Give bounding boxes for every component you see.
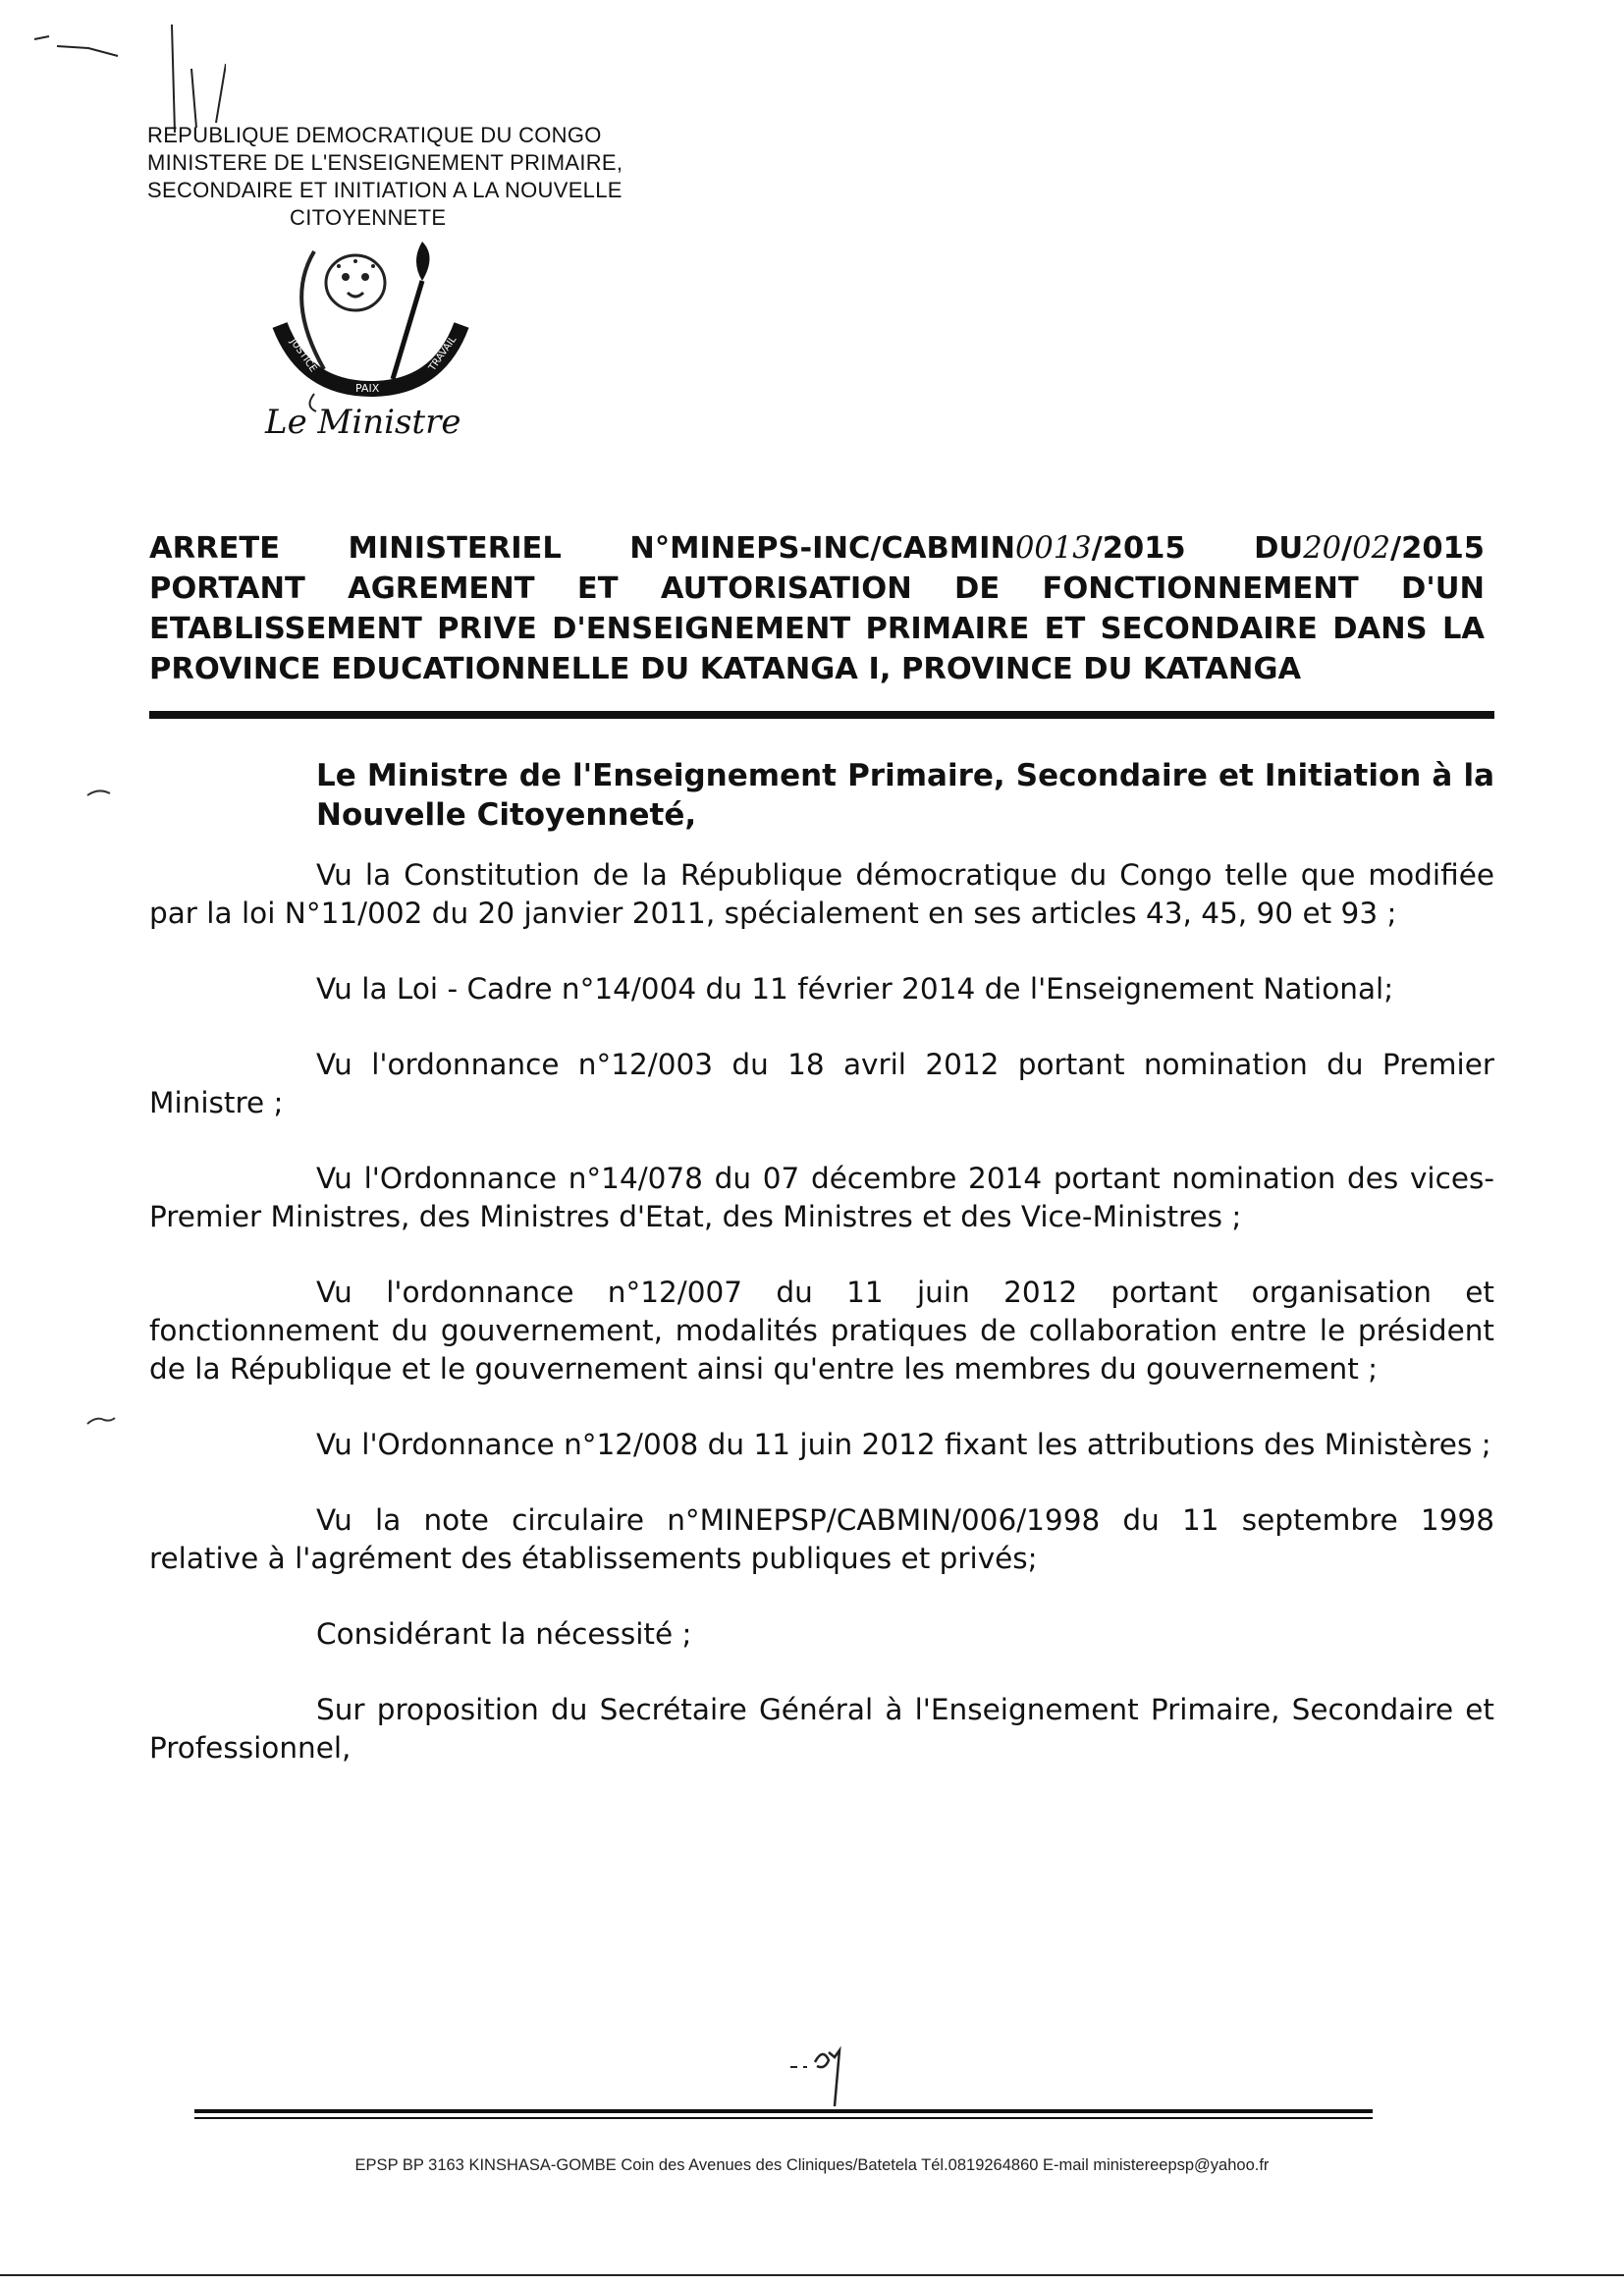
decree-title-line4: PROVINCE EDUCATIONNELLE DU KATANGA I, PROVINCE DU KATANGA [149, 652, 1302, 686]
recital-note-circulaire: Vu la note circulaire n°MINEPSP/CABMIN/006/1998 du 11 septembre 1998 relative à l'agrément des établissements publiques et privés; [149, 1503, 1494, 1575]
recital-loi-cadre: Vu la Loi - Cadre n°14/004 du 11 février 2014 de l'Enseignement National; [316, 972, 1394, 1006]
footer-divider-thick [194, 2109, 1373, 2113]
handwritten-mark-icon [29, 25, 226, 133]
recital-ordonnance-attributions: Vu l'Ordonnance n°12/008 du 11 juin 2012 fixant les attributions des Ministères ; [316, 1428, 1491, 1461]
decree-month-handwritten: 02 [1352, 531, 1390, 566]
recital-ordonnance-ministres: Vu l'Ordonnance n°14/078 du 07 décembre 2014 portant nomination des vices-Premier Ministres, des Ministres d'Etat, des Ministres et des Vice-Ministres ; [149, 1162, 1494, 1233]
footer-address: EPSP BP 3163 KINSHASA-GOMBE Coin des Avenues des Cliniques/Batetela Tél.0819264860 E-mail ministereepsp@yahoo.fr [354, 2156, 1270, 2174]
decree-day-handwritten: 20 [1303, 531, 1342, 566]
letterhead-ministry-end: CITOYENNETE [290, 204, 447, 230]
decree-body [149, 756, 1494, 1805]
letterhead-ministry: MINISTERE DE L'ENSEIGNEMENT PRIMAIRE, [147, 149, 623, 175]
recital-constitution: Vu la Constitution de la République démocratique du Congo telle que modifiée par la loi N°11/002 du 20 janvier 2011, spécialement en ses articles 43, 45, 90 et 93 ; [149, 858, 1494, 930]
letterhead-country: REPUBLIQUE DEMOCRATIQUE DU CONGO [147, 123, 602, 147]
decree-title-line2: PORTANT AGREMENT ET AUTORISATION DE FONCTIONNEMENT D'UN [149, 572, 1485, 606]
recital-proposition: Sur proposition du Secrétaire Général à l'Enseignement Primaire, Secondaire et Professionnel, [149, 1693, 1494, 1765]
recital-considerant: Considérant la nécessité ; [316, 1617, 692, 1651]
decree-number-handwritten: 0013 [1014, 531, 1092, 566]
handwritten-initials-icon [785, 2023, 854, 2111]
decree-title-line1: ARRETE MINISTERIEL N°MINEPS-INC/CABMIN0013/2015 DU20/02/2015 [149, 531, 1486, 566]
footer-divider-thin [194, 2117, 1373, 2119]
office-title: Le Ministre [265, 403, 461, 442]
coat-of-arms-emblem-icon [265, 232, 476, 413]
letterhead [147, 122, 736, 232]
emblem-motto-paix: PAIX [355, 382, 380, 395]
recital-ordonnance-premier-ministre: Vu l'ordonnance n°12/003 du 18 avril 2012 portant nomination du Premier Ministre ; [149, 1048, 1494, 1119]
margin-mark-icon [86, 786, 112, 797]
emblem-motto-travail: TRAVAIL [427, 334, 460, 374]
emblem-motto-justice: JUSTICE [287, 336, 319, 375]
decree-title [149, 528, 1485, 689]
recital-ordonnance-gouvernement: Vu l'ordonnance n°12/007 du 11 juin 2012 portant organisation et fonctionnement du gouvernement, modalités pratiques de collaboration entre le président de la République et le gouvernement ainsi qu'entre les membres du gouvernement ; [149, 1276, 1494, 1386]
letterhead-ministry-cont: SECONDAIRE ET INITIATION A LA NOUVELLE [147, 177, 623, 202]
page-bottom-edge [0, 2274, 1624, 2276]
margin-mark-icon [86, 1412, 116, 1426]
title-divider [149, 711, 1494, 719]
minister-heading: Le Ministre de l'Enseignement Primaire, Secondaire et Initiation à la Nouvelle Citoyenneté, [316, 758, 1494, 833]
decree-title-line3: ETABLISSEMENT PRIVE D'ENSEIGNEMENT PRIMAIRE ET SECONDAIRE DANS LA [149, 612, 1485, 646]
